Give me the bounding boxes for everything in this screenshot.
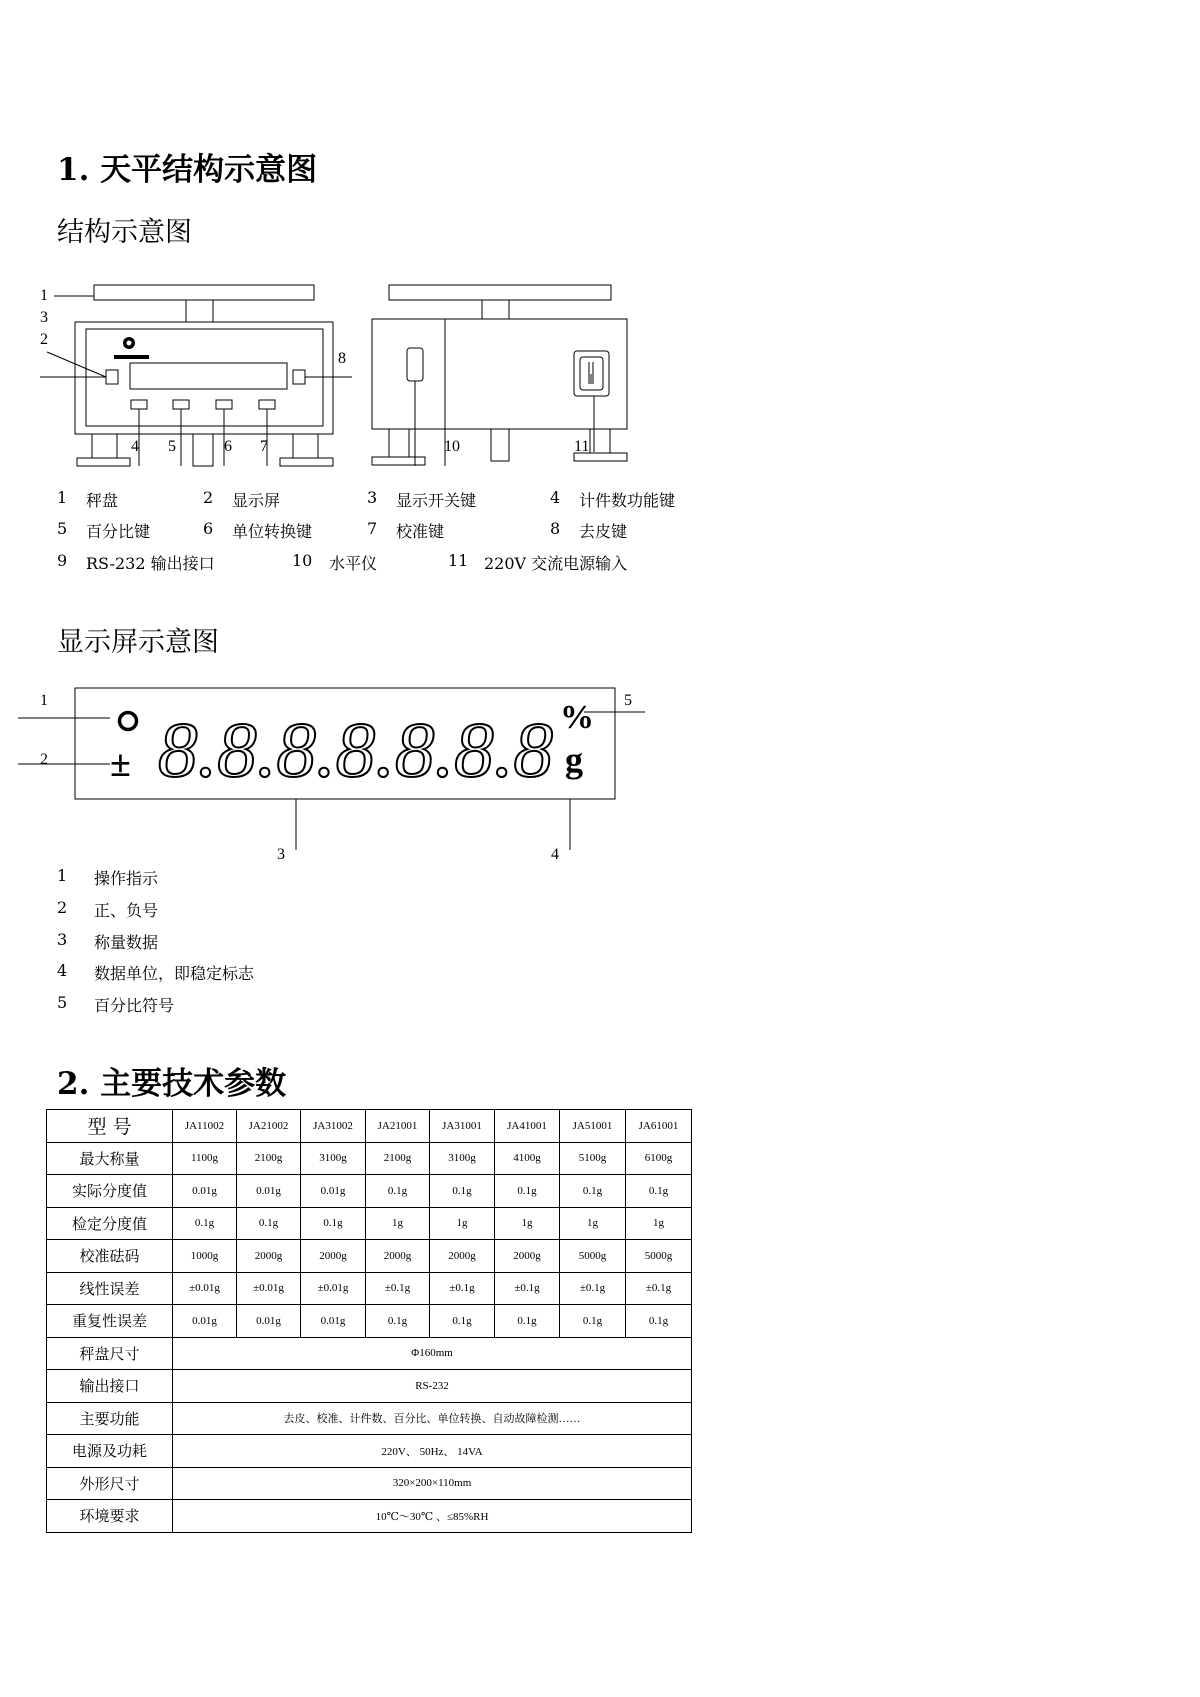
table-row bbox=[47, 1142, 692, 1175]
row-label: 最大称量 bbox=[47, 1142, 173, 1175]
table-cell: 0.1g bbox=[173, 1207, 237, 1240]
row-label: 校准砝码 bbox=[47, 1240, 173, 1273]
table-cell: JA61001 bbox=[626, 1110, 692, 1143]
callout-3: 3 bbox=[40, 309, 48, 326]
table-cell: JA31001 bbox=[430, 1110, 495, 1143]
table-cell: ±0.1g bbox=[626, 1272, 692, 1305]
legend-text: 单位转换键 bbox=[232, 522, 313, 541]
table-cell: 0.1g bbox=[495, 1175, 560, 1208]
table-cell: 3100g bbox=[430, 1142, 495, 1175]
table-cell: 0.01g bbox=[301, 1305, 366, 1338]
spec-table bbox=[46, 1109, 692, 1533]
table-row bbox=[47, 1175, 692, 1208]
key-8 bbox=[293, 370, 305, 384]
legend-text: 称量数据 bbox=[94, 933, 159, 952]
legend-text: 去皮键 bbox=[579, 522, 628, 541]
power-socket bbox=[574, 351, 609, 396]
callout-5: 5 bbox=[624, 692, 632, 709]
callout-1: 1 bbox=[40, 692, 48, 709]
key-6 bbox=[216, 400, 232, 409]
legend-text: 百分比键 bbox=[86, 522, 151, 541]
table-cell: JA11002 bbox=[173, 1110, 237, 1143]
table-cell: ±0.1g bbox=[560, 1272, 626, 1305]
table-cell: 1000g bbox=[173, 1240, 237, 1273]
table-cell: ±0.01g bbox=[301, 1272, 366, 1305]
table-cell: 0.01g bbox=[237, 1305, 301, 1338]
legend-text: 显示屏 bbox=[232, 491, 281, 510]
display-screen bbox=[130, 363, 287, 389]
table-cell: 2000g bbox=[237, 1240, 301, 1273]
callout-6: 6 bbox=[224, 438, 232, 455]
table-cell: 2000g bbox=[430, 1240, 495, 1273]
callout-2: 2 bbox=[40, 751, 48, 768]
table-cell: 1g bbox=[495, 1207, 560, 1240]
table-cell-merged: RS-232 bbox=[173, 1370, 692, 1403]
legend-num: 10 bbox=[292, 551, 313, 570]
table-cell: 0.01g bbox=[301, 1175, 366, 1208]
table-cell: 0.1g bbox=[301, 1207, 366, 1240]
display-screen-diagram bbox=[0, 680, 720, 870]
table-cell: 2000g bbox=[301, 1240, 366, 1273]
table-cell: 1100g bbox=[173, 1142, 237, 1175]
callout-5: 5 bbox=[168, 438, 176, 455]
table-cell: 3100g bbox=[301, 1142, 366, 1175]
table-cell: 2000g bbox=[366, 1240, 430, 1273]
callout-3: 3 bbox=[277, 846, 285, 863]
table-cell: 0.1g bbox=[430, 1175, 495, 1208]
key-5 bbox=[173, 400, 189, 409]
callout-2: 2 bbox=[40, 331, 48, 348]
operation-indicator-icon bbox=[120, 713, 137, 730]
row-label: 线性误差 bbox=[47, 1272, 173, 1305]
legend-num: 3 bbox=[367, 488, 378, 507]
side-foot-right bbox=[590, 429, 610, 453]
callout-11: 11 bbox=[574, 438, 590, 455]
level-indicator bbox=[407, 348, 423, 381]
table-cell: 2100g bbox=[237, 1142, 301, 1175]
table-row bbox=[47, 1402, 692, 1435]
table-cell: 6100g bbox=[626, 1142, 692, 1175]
legend-num: 4 bbox=[57, 961, 68, 980]
legend-num: 4 bbox=[550, 488, 561, 507]
pan-stem bbox=[186, 300, 213, 322]
table-cell: 5000g bbox=[560, 1240, 626, 1273]
table-cell: 0.1g bbox=[560, 1305, 626, 1338]
table-cell: JA21002 bbox=[237, 1110, 301, 1143]
legend-num: 8 bbox=[550, 519, 561, 538]
row-label: 外形尺寸 bbox=[47, 1467, 173, 1500]
table-cell: 0.01g bbox=[173, 1175, 237, 1208]
legend-text: 显示开关键 bbox=[396, 491, 477, 510]
table-cell: 0.1g bbox=[626, 1305, 692, 1338]
legend-text: 计件数功能键 bbox=[579, 491, 676, 510]
table-row bbox=[47, 1435, 692, 1468]
table-row bbox=[47, 1207, 692, 1240]
model-header: 型 号 bbox=[47, 1110, 173, 1143]
table-cell: 2100g bbox=[366, 1142, 430, 1175]
legend-text: 正、负号 bbox=[94, 901, 159, 920]
table-cell: 0.1g bbox=[366, 1175, 430, 1208]
rs232-port bbox=[193, 434, 213, 466]
table-cell: JA41001 bbox=[495, 1110, 560, 1143]
table-row bbox=[47, 1467, 692, 1500]
side-foot-left bbox=[389, 429, 409, 457]
table-cell: ±0.1g bbox=[366, 1272, 430, 1305]
callout-4: 4 bbox=[551, 846, 559, 863]
table-cell-merged: 320×200×110mm bbox=[173, 1467, 692, 1500]
table-cell: 5000g bbox=[626, 1240, 692, 1273]
table-cell: ±0.01g bbox=[173, 1272, 237, 1305]
side-foot-base-left bbox=[372, 457, 425, 465]
table-cell: ±0.1g bbox=[495, 1272, 560, 1305]
row-label: 电源及功耗 bbox=[47, 1435, 173, 1468]
table-cell: 4100g bbox=[495, 1142, 560, 1175]
structure-diagram-title: 结构示意图 bbox=[57, 217, 192, 248]
callout-line-2d bbox=[47, 352, 106, 377]
table-cell: 1g bbox=[626, 1207, 692, 1240]
row-label: 环境要求 bbox=[47, 1500, 173, 1533]
legend-text: 秤盘 bbox=[86, 491, 119, 510]
table-row bbox=[47, 1272, 692, 1305]
callout-4: 4 bbox=[131, 438, 139, 455]
display-diagram-title: 显示屏示意图 bbox=[57, 627, 219, 658]
legend-num: 3 bbox=[57, 930, 68, 949]
balance-structure-diagram bbox=[0, 270, 720, 470]
table-cell-merged: 220V、 50Hz、 14VA bbox=[173, 1435, 692, 1468]
key-7 bbox=[259, 400, 275, 409]
foot-left bbox=[92, 434, 117, 458]
table-cell: 1g bbox=[430, 1207, 495, 1240]
unit-symbol: g bbox=[565, 740, 583, 780]
table-cell: 5100g bbox=[560, 1142, 626, 1175]
table-cell: 0.1g bbox=[366, 1305, 430, 1338]
side-pan bbox=[389, 285, 611, 300]
table-cell: 0.1g bbox=[430, 1305, 495, 1338]
table-cell: JA21001 bbox=[366, 1110, 430, 1143]
table-cell: 0.1g bbox=[626, 1175, 692, 1208]
table-cell: 0.1g bbox=[237, 1207, 301, 1240]
weighing-pan bbox=[94, 285, 314, 300]
table-row bbox=[47, 1337, 692, 1370]
table-cell: 0.1g bbox=[495, 1305, 560, 1338]
table-cell: JA31002 bbox=[301, 1110, 366, 1143]
percent-symbol: % bbox=[560, 699, 594, 736]
legend-num: 7 bbox=[367, 519, 378, 538]
legend-text: RS-232 输出接口 bbox=[86, 554, 215, 573]
table-cell-merged: 去皮、校准、计件数、百分比、单位转换、自动故障检测…… bbox=[173, 1402, 692, 1435]
table-cell: 1g bbox=[560, 1207, 626, 1240]
section1-title: 1. 天平结构示意图 bbox=[57, 152, 318, 188]
legend-num: 6 bbox=[203, 519, 214, 538]
table-cell-merged: 10℃～30℃ 、≤85%RH bbox=[173, 1500, 692, 1533]
legend-text: 数据单位，即稳定标志 bbox=[94, 964, 255, 983]
section2-title: 2. 主要技术参数 bbox=[57, 1066, 287, 1102]
table-row bbox=[47, 1110, 692, 1143]
table-row bbox=[47, 1240, 692, 1273]
legend-num: 9 bbox=[57, 551, 68, 570]
side-foot-mid bbox=[491, 429, 509, 461]
table-cell: ±0.1g bbox=[430, 1272, 495, 1305]
legend-text: 220V 交流电源输入 bbox=[484, 554, 628, 573]
table-row bbox=[47, 1500, 692, 1533]
table-cell-merged: Φ160mm bbox=[173, 1337, 692, 1370]
legend-num: 1 bbox=[57, 866, 68, 885]
legend-num: 2 bbox=[203, 488, 214, 507]
table-cell: ±0.01g bbox=[237, 1272, 301, 1305]
legend-num: 5 bbox=[57, 519, 68, 538]
table-cell: 2000g bbox=[495, 1240, 560, 1273]
table-row bbox=[47, 1305, 692, 1338]
balance-body-front bbox=[75, 322, 333, 434]
callout-10: 10 bbox=[444, 438, 460, 455]
legend-text: 百分比符号 bbox=[94, 996, 175, 1015]
callout-7: 7 bbox=[260, 438, 268, 455]
callout-8: 8 bbox=[338, 350, 346, 367]
foot-base-left bbox=[77, 458, 130, 466]
weighing-digits: 8.8.8.8.8.8.8 bbox=[158, 706, 553, 793]
table-cell: JA51001 bbox=[560, 1110, 626, 1143]
row-label: 检定分度值 bbox=[47, 1207, 173, 1240]
legend-text: 操作指示 bbox=[94, 869, 159, 888]
callout-1: 1 bbox=[40, 287, 48, 304]
table-cell: 0.01g bbox=[173, 1305, 237, 1338]
foot-right bbox=[293, 434, 318, 458]
legend-num: 5 bbox=[57, 993, 68, 1012]
sign-symbol: ± bbox=[110, 743, 131, 785]
row-label: 输出接口 bbox=[47, 1370, 173, 1403]
table-cell: 0.01g bbox=[237, 1175, 301, 1208]
row-label: 重复性误差 bbox=[47, 1305, 173, 1338]
row-label: 秤盘尺寸 bbox=[47, 1337, 173, 1370]
legend-num: 2 bbox=[57, 898, 68, 917]
legend-num: 11 bbox=[448, 551, 469, 570]
key-2 bbox=[106, 370, 118, 384]
legend-num: 1 bbox=[57, 488, 68, 507]
legend-text: 校准键 bbox=[396, 522, 445, 541]
foot-base-right bbox=[280, 458, 333, 466]
table-row bbox=[47, 1370, 692, 1403]
table-cell: 1g bbox=[366, 1207, 430, 1240]
table-cell: 0.1g bbox=[560, 1175, 626, 1208]
legend-text: 水平仪 bbox=[329, 554, 378, 573]
key-4 bbox=[131, 400, 147, 409]
row-label: 主要功能 bbox=[47, 1402, 173, 1435]
row-label: 实际分度值 bbox=[47, 1175, 173, 1208]
side-pan-stem bbox=[482, 300, 509, 319]
